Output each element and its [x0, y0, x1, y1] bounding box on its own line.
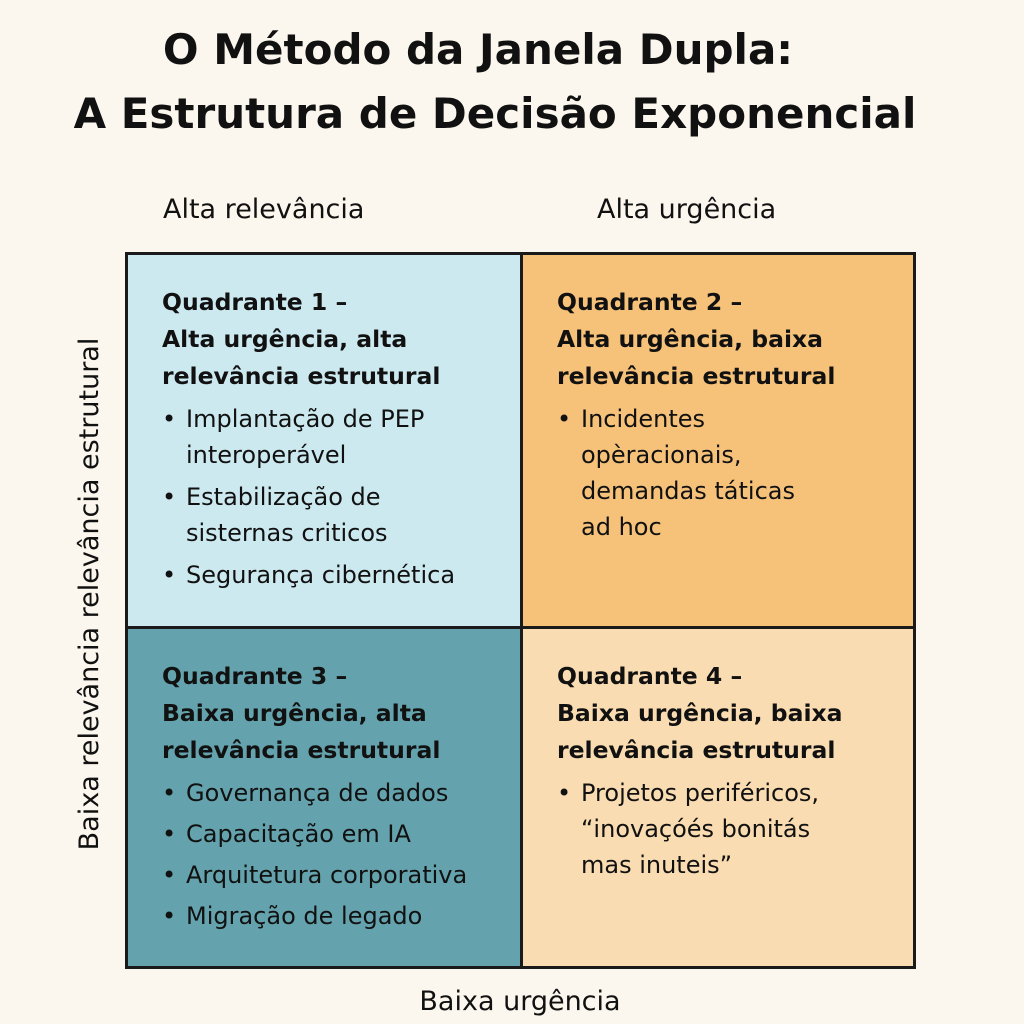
list-item-text: Arquitetura corporativa [186, 861, 468, 889]
title-line-1: O Método da Janela Dupla: [162, 25, 794, 74]
bullet-icon: • [162, 820, 177, 848]
quadrant-2-title: Quadrante 2 – Alta urgência, baixa relevância estrutural [557, 288, 836, 390]
axis-label-left: Baixa relevância relevância estrutural [74, 337, 105, 851]
bullet-icon: • [557, 405, 572, 433]
bullet-icon: • [557, 779, 572, 807]
list-item [162, 401, 500, 473]
list-item [162, 557, 500, 593]
list-item [557, 401, 893, 545]
axis-label-top-right: Alta urgência [597, 194, 777, 225]
bullet-icon: • [162, 483, 177, 511]
quadrant-3-list [162, 775, 500, 934]
quadrant-3-title: Quadrante 3 – Baixa urgência, alta relevância estrutural [162, 662, 441, 764]
quadrant-4-title: Quadrante 4 – Baixa urgência, baixa relevância estrutural [557, 662, 843, 764]
list-item-text: Capacitação em IA [186, 820, 411, 848]
quadrant-2-list [557, 401, 893, 545]
list-item-text: Governança de dados [186, 779, 449, 807]
list-item-text: Migração de legado [186, 902, 423, 930]
axis-label-bottom: Baixa urgência [419, 986, 621, 1017]
list-item [557, 775, 893, 883]
list-item-text: Segurança cibernética [186, 561, 456, 589]
bullet-icon: • [162, 405, 177, 433]
quadrant-1 [128, 255, 523, 629]
decision-matrix [125, 252, 916, 969]
list-item [162, 857, 500, 893]
list-item [162, 775, 500, 811]
quadrant-3 [128, 629, 523, 966]
bullet-icon: • [162, 779, 177, 807]
list-item-text: Incidentes opèracionais, demandas táticas ad hoc [581, 405, 795, 541]
bullet-icon: • [162, 902, 177, 930]
quadrant-2 [523, 255, 913, 629]
title-line-2: A Estrutura de Decisão Exponencial [73, 89, 917, 138]
list-item [162, 898, 500, 934]
list-item-text: Estabilização de sisternas criticos [186, 483, 388, 547]
bullet-icon: • [162, 861, 177, 889]
quadrant-4 [523, 629, 913, 966]
quadrant-1-list [162, 401, 500, 593]
quadrant-4-list [557, 775, 893, 883]
quadrant-1-title: Quadrante 1 – Alta urgência, alta relevância estrutural [162, 288, 441, 390]
list-item-text: Implantação de PEP interoperável [186, 405, 425, 469]
list-item [162, 479, 500, 551]
list-item-text: Projetos periféricos, “inovaçóés bonitás mas inuteis” [581, 779, 820, 879]
axis-label-top-left: Alta relevância [163, 194, 365, 225]
list-item [162, 816, 500, 852]
bullet-icon: • [162, 561, 177, 589]
